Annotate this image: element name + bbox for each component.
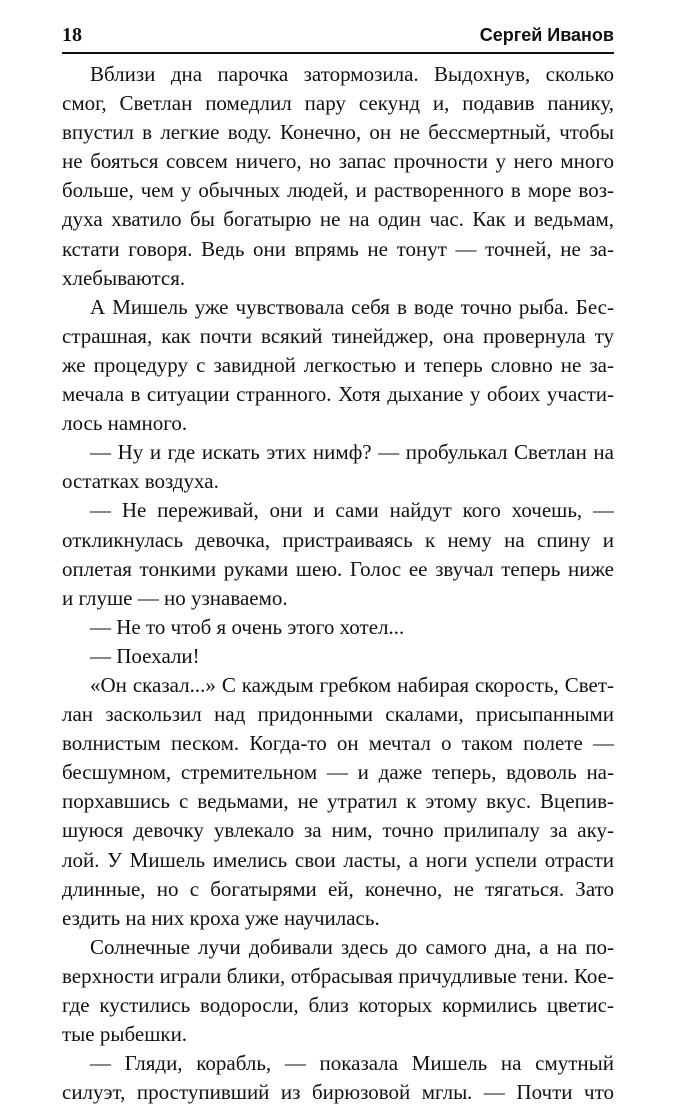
text-line: смог, Светлан помедлил пару секунд и, подавив панику, (62, 91, 614, 116)
text-line: лой. У Мишель имелись свои ласты, а ноги успели отрасти (62, 847, 614, 872)
paragraph (62, 671, 614, 933)
text-line: — Гляди, корабль, — показала Мишель на смутный (90, 1051, 614, 1076)
text-line: — Не переживай, они и сами найдут кого хочешь, — (90, 498, 614, 523)
text-line: остатках воздуха. (62, 469, 219, 494)
text-line: — Поехали! (90, 643, 200, 668)
text-line: Солнечные лучи добивали здесь до самого дна, а на по- (90, 934, 614, 959)
paragraph (62, 60, 614, 293)
paragraph (62, 438, 614, 496)
text-line: кстати говоря. Ведь они впрямь не тонут — точней, не за- (62, 236, 614, 261)
page-header (62, 16, 614, 54)
text-line: верхности играли блики, отбрасывая причудливые тени. Кое- (62, 963, 614, 988)
text-line: больше, чем у обычных людей, и растворенного в море воз- (62, 178, 614, 203)
text-line: же процедуру с завидной легкостью и теперь словно не за- (62, 352, 614, 377)
text-line: лан заскользил над придонными скалами, присыпанными (62, 702, 614, 727)
text-line: где кустились водоросли, близ которых кормились цветис- (62, 993, 614, 1017)
text-line: оплетая тонкими руками шею. Голос ее звучал теперь ниже (62, 556, 614, 581)
paragraph (62, 642, 614, 671)
text-line: Вблизи дна парочка затормозила. Выдохнув, сколько (90, 62, 614, 86)
paragraph (62, 496, 614, 612)
running-head-author: Сергей Иванов (479, 25, 614, 45)
text-line: — Не то чтоб я очень этого хотел... (90, 614, 405, 639)
text-line: шуюся девочку увлекало за ним, точно прилипалу за аку- (62, 818, 614, 843)
text-line: духа хватило бы богатырю не на один час. Как и ведьмам, (62, 207, 614, 232)
paragraph (62, 1049, 614, 1107)
text-line: А Мишель уже чувствовала себя в воде точно рыба. Бес- (90, 294, 614, 319)
text-line: откликнулась девочка, пристраиваясь к нему на спину и (62, 527, 614, 552)
paragraph (62, 933, 614, 1049)
text-line: и глуше — но узнаваемо. (62, 585, 288, 610)
paragraph (62, 293, 614, 438)
page-number: 18 (62, 24, 82, 46)
text-line: силуэт, проступивший из бирюзовой мглы. — Почти что (62, 1080, 614, 1105)
text-line: страшная, как почти всякий тинейджер, она провернула ту (62, 323, 614, 348)
paragraph (62, 613, 614, 642)
text-line: ездить на них кроха уже научилась. (62, 905, 380, 930)
text-line: тые рыбешки. (62, 1022, 188, 1047)
text-line: лось намного. (62, 411, 188, 436)
text-line: впустил в легкие воду. Конечно, он не бессмертный, чтобы (62, 120, 614, 145)
text-line: порхавшись с ведьмами, не утратил к этому вкус. Вцепив- (62, 789, 614, 814)
text-line: хлебываются. (62, 265, 186, 290)
text-line: — Ну и где искать этих нимф? — пробулькал Светлан на (90, 440, 614, 465)
text-line: длинные, но с богатырями ей, конечно, не тягаться. Зато (62, 876, 614, 901)
text-line: мечала в ситуации странного. Хотя дыхание у обоих участи- (62, 382, 614, 407)
text-line: не бояться совсем ничего, но запас прочности у него много (62, 149, 614, 174)
text-line: «Он сказал...» С каждым гребком набирая скорость, Свет- (90, 672, 614, 697)
text-line: волнистым песком. Когда-то он мечтал о таком полете — (62, 731, 614, 756)
page-body-text (62, 60, 614, 1107)
text-line: бесшумном, стремительном — и даже теперь, вдоволь на- (62, 760, 614, 785)
